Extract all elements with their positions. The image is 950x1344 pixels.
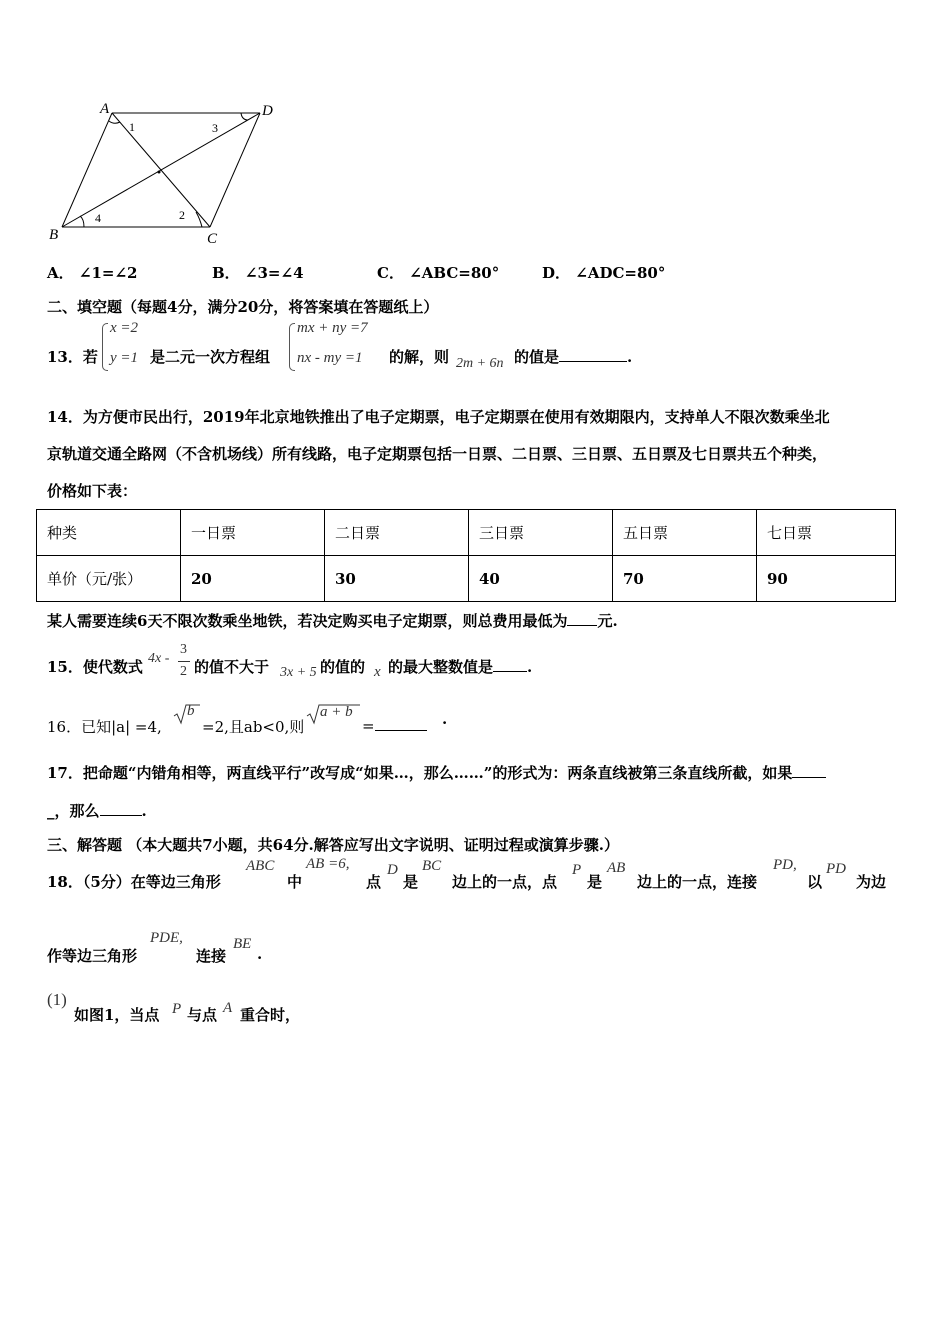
q18-be: BE [233,936,252,952]
q16-sqrt-b: b [187,703,195,719]
q15-answer-blank[interactable] [493,657,527,672]
q18-p: P [572,862,582,878]
q18-pd: PD, [773,857,797,873]
q13-sol1: x =2 [110,320,139,336]
parallelogram-figure [40,95,280,250]
section2-heading: 二、填空题（每题4分，满分20分，将答案填在答题纸上） [47,298,439,316]
q16-mid: =2,且ab<0,则 [202,718,305,736]
q13-tail-text: 的值是 [514,348,560,366]
q17-blank-1[interactable] [792,763,826,778]
option-letter: D． [542,264,571,282]
q16-eq [362,716,427,735]
label-angle-4: 4 [95,211,101,225]
edge-ab [62,113,112,227]
q18-1-text-c: 重合时， [240,1006,301,1024]
option-text: ∠ABC=80° [409,264,500,282]
q14-answer-blank[interactable] [567,611,597,626]
q15-mid2: 的值的 [320,658,366,676]
q18-line2-a: 作等边三角形 [47,947,138,965]
q18-bian2: 边上的一点，连接 [637,873,758,891]
q13-brace-2 [289,323,295,371]
q18-end: . [257,945,263,963]
table-cell: 三日票 [469,510,613,556]
q14-line1: 14．为方便市民出行，2019年北京地铁推出了电子定期票，电子定期票在使用有效期限内，支持单人不限次数乘坐北 [47,408,830,426]
q18-weibian: 为边 [856,873,887,891]
q13-tail [514,346,632,367]
q15-expr-left: 4x - [148,651,170,666]
option-c [377,262,499,283]
q18-1-num: (1) [47,990,67,1009]
q17-line1-text: 17．把命题“内错角相等，两直线平行”改写成“如果…，那么……”的形式为：两条直线被第三条直线所截，如果 [47,764,793,782]
section3-heading: 三、解答题 （本大题共7小题，共64分.解答应写出文字说明、证明过程或演算步骤.） [47,836,619,854]
q18-lianjie: 连接 [196,947,227,965]
option-letter: B． [212,264,240,282]
option-text: ∠1=∠2 [78,264,138,282]
q18-pd2: PD [826,861,846,877]
q13-eq1: mx + ny =7 [297,320,368,336]
q17-line2 [47,800,147,821]
q17-line1 [47,762,826,783]
label-a: A [100,101,110,117]
option-text: ∠ADC=80° [575,264,666,282]
q18-1-text-b: 与点 [187,1006,218,1024]
q16-eq-sign: = [362,717,375,735]
q14-after-table [47,610,618,631]
table-cell: 40 [469,556,613,602]
q18-shi2: 是 [587,873,603,891]
q13-answer-blank[interactable] [559,347,627,362]
label-angle-2: 2 [179,208,185,222]
q13-mid: 是二元一次方程组 [150,348,271,366]
q18-1-p: P [172,1001,182,1017]
q13-after: 的解，则 [389,348,450,366]
q13-end: . [627,348,633,366]
q15-frac-bar [178,661,190,662]
q18-abc: ABC [246,858,275,874]
q14-line3: 价格如下表： [47,482,138,500]
q18-shi: 是 [403,873,419,891]
option-letter: A． [47,264,74,282]
q15-mid: 的值不大于 [194,658,270,676]
table-cell: 30 [325,556,469,602]
option-letter: C． [377,264,404,282]
option-d [542,262,665,283]
option-a [47,262,137,283]
label-b: B [49,227,59,243]
q13-sol2: y =1 [110,350,139,366]
q16-num: 16．已知|a| =4, [47,718,162,736]
q16-dot: · [442,714,448,732]
q13-num: 13．若 [47,348,98,366]
q18-1-text-a: 如图1，当点 [74,1006,160,1024]
label-c: C [207,231,218,247]
q15-tail [388,656,532,677]
q17-end: . [141,802,147,820]
table-cell: 一日票 [181,510,325,556]
q15-num: 15．使代数式 [47,658,143,676]
q18-num: 18．（5分）在等边三角形 [47,873,221,891]
label-angle-3: 3 [212,121,218,135]
q15-var: x [374,664,381,680]
q16-sqrt-ab: a + b [320,704,353,720]
table-header-row [37,510,896,556]
q17-line2-text: _，那么 [47,802,100,820]
q18-bc: BC [422,858,442,874]
angle-arc-4 [80,216,84,227]
angle-arc-1 [109,121,120,123]
q15-tail-text: 的最大整数值是 [388,658,494,676]
q18-zhong: 中 [287,873,303,891]
q18-ab6: AB =6, [306,856,350,872]
table-cell: 20 [181,556,325,602]
table-cell: 二日票 [325,510,469,556]
option-b [212,262,304,283]
table-cell: 七日票 [757,510,896,556]
q14-line2: 京轨道交通全路网（不含机场线）所有线路，电子定期票包括一日票、二日票、三日票、五日票及七日票共五个种类， [47,445,828,463]
q18-d: D [387,862,398,878]
table-row [37,556,896,602]
q13-eq2: nx - my =1 [297,350,363,366]
label-d: D [262,103,273,119]
q15-frac-den: 2 [180,664,187,679]
q18-bian: 边上的一点，点 [452,873,558,891]
q16-answer-blank[interactable] [375,716,427,731]
table-cell: 单价（元/张） [37,556,181,602]
q14-end: 元. [597,612,618,630]
option-text: ∠3=∠4 [244,264,304,282]
q15-expr-right: 3x + 5 [280,665,317,680]
intersection-point [158,171,161,174]
angle-arc-3 [241,113,248,120]
q13-expr: 2m + 6n [456,356,504,371]
label-angle-1: 1 [129,120,135,134]
q18-pde: PDE, [150,930,183,946]
q15-frac-num: 3 [180,642,187,657]
q14-after-text: 某人需要连续6天不限次数乘坐地铁，若决定购买电子定期票，则总费用最低为 [47,612,568,630]
table-cell: 90 [757,556,896,602]
q15-end: . [527,658,533,676]
q18-ab: AB [607,860,626,876]
table-cell: 五日票 [613,510,757,556]
ticket-price-table [36,509,896,602]
table-cell: 种类 [37,510,181,556]
q18-yi: 以 [807,873,823,891]
q13-brace-1 [102,323,108,371]
q17-blank-2[interactable] [100,801,142,816]
q18-1-a: A [223,1000,233,1016]
diagonal-bd [62,113,260,227]
table-cell: 70 [613,556,757,602]
q18-dian: 点 [366,873,382,891]
